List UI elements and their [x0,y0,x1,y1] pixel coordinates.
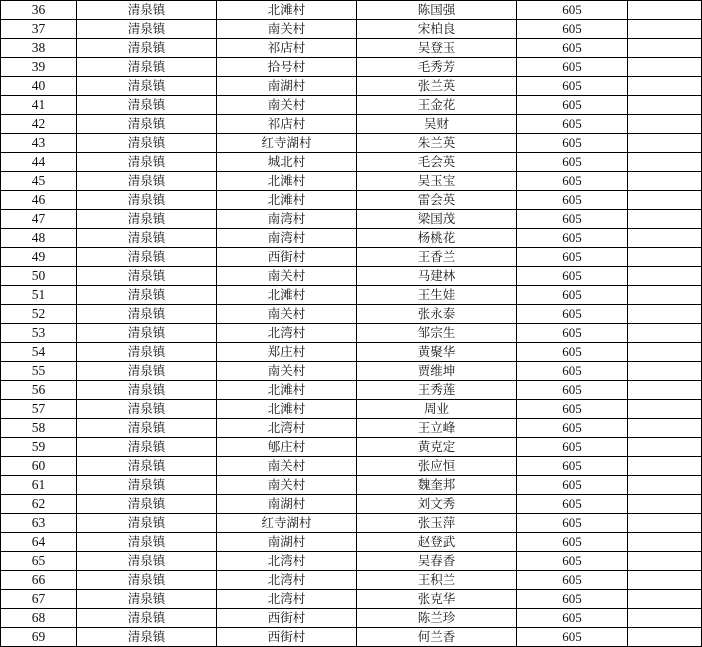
cell-town[interactable]: 清泉镇 [77,39,217,58]
cell-amount[interactable]: 605 [517,495,628,514]
cell-empty[interactable] [628,400,702,419]
cell-serial-number[interactable]: 56 [1,381,77,400]
cell-amount[interactable]: 605 [517,381,628,400]
table-row [1,115,702,134]
cell-empty[interactable] [628,381,702,400]
table-row [1,267,702,286]
cell-amount[interactable]: 605 [517,172,628,191]
cell-village[interactable]: 红寺湖村 [217,514,357,533]
cell-amount[interactable]: 605 [517,324,628,343]
cell-empty[interactable] [628,571,702,590]
cell-empty[interactable] [628,172,702,191]
cell-serial-number[interactable]: 61 [1,476,77,495]
table-row [1,134,702,153]
cell-village[interactable]: 南关村 [217,457,357,476]
cell-serial-number[interactable]: 49 [1,248,77,267]
cell-serial-number[interactable]: 40 [1,77,77,96]
table-row [1,514,702,533]
cell-town[interactable]: 清泉镇 [77,134,217,153]
cell-empty[interactable] [628,115,702,134]
cell-town[interactable]: 清泉镇 [77,495,217,514]
cell-serial-number[interactable]: 63 [1,514,77,533]
cell-town[interactable]: 清泉镇 [77,343,217,362]
cell-serial-number[interactable]: 45 [1,172,77,191]
cell-village[interactable]: 西街村 [217,248,357,267]
cell-person-name[interactable]: 周业 [357,400,517,419]
cell-town[interactable]: 清泉镇 [77,590,217,609]
cell-town[interactable]: 清泉镇 [77,210,217,229]
cell-person-name[interactable]: 王立峰 [357,419,517,438]
cell-person-name[interactable]: 何兰香 [357,628,517,647]
cell-serial-number[interactable]: 48 [1,229,77,248]
cell-person-name[interactable]: 张克华 [357,590,517,609]
table-row [1,609,702,628]
cell-town[interactable]: 清泉镇 [77,172,217,191]
table-row [1,229,702,248]
cell-town[interactable]: 清泉镇 [77,381,217,400]
cell-empty[interactable] [628,39,702,58]
cell-town[interactable]: 清泉镇 [77,457,217,476]
cell-village[interactable]: 郇庄村 [217,438,357,457]
cell-empty[interactable] [628,77,702,96]
cell-person-name[interactable]: 梁国茂 [357,210,517,229]
cell-village[interactable]: 西街村 [217,609,357,628]
cell-person-name[interactable]: 陈国强 [357,1,517,20]
table-row [1,476,702,495]
table-row [1,400,702,419]
cell-village[interactable]: 西街村 [217,628,357,647]
table-row [1,286,702,305]
cell-town[interactable]: 清泉镇 [77,77,217,96]
cell-empty[interactable] [628,267,702,286]
cell-village[interactable]: 北滩村 [217,381,357,400]
cell-serial-number[interactable]: 52 [1,305,77,324]
cell-empty[interactable] [628,457,702,476]
cell-amount[interactable]: 605 [517,476,628,495]
cell-serial-number[interactable]: 38 [1,39,77,58]
cell-village[interactable]: 南湖村 [217,495,357,514]
cell-amount[interactable]: 605 [517,343,628,362]
cell-village[interactable]: 南关村 [217,362,357,381]
cell-village[interactable]: 祁店村 [217,115,357,134]
table-row [1,1,702,20]
cell-empty[interactable] [628,362,702,381]
cell-serial-number[interactable]: 37 [1,20,77,39]
cell-empty[interactable] [628,438,702,457]
cell-empty[interactable] [628,248,702,267]
cell-person-name[interactable]: 王生娃 [357,286,517,305]
table-row [1,533,702,552]
cell-empty[interactable] [628,1,702,20]
table-row [1,343,702,362]
cell-town[interactable]: 清泉镇 [77,628,217,647]
cell-serial-number[interactable]: 44 [1,153,77,172]
cell-amount[interactable]: 605 [517,362,628,381]
cell-empty[interactable] [628,628,702,647]
cell-village[interactable]: 拾号村 [217,58,357,77]
cell-serial-number[interactable]: 64 [1,533,77,552]
cell-serial-number[interactable]: 57 [1,400,77,419]
cell-serial-number[interactable]: 39 [1,58,77,77]
table-row [1,495,702,514]
cell-village[interactable]: 北湾村 [217,324,357,343]
cell-serial-number[interactable]: 47 [1,210,77,229]
cell-town[interactable]: 清泉镇 [77,229,217,248]
cell-serial-number[interactable]: 60 [1,457,77,476]
cell-town[interactable]: 清泉镇 [77,1,217,20]
table-row [1,39,702,58]
cell-serial-number[interactable]: 68 [1,609,77,628]
cell-village[interactable]: 南关村 [217,267,357,286]
cell-person-name[interactable]: 雷会英 [357,191,517,210]
cell-empty[interactable] [628,343,702,362]
cell-person-name[interactable]: 吴登玉 [357,39,517,58]
cell-serial-number[interactable]: 51 [1,286,77,305]
cell-serial-number[interactable]: 46 [1,191,77,210]
cell-town[interactable]: 清泉镇 [77,476,217,495]
cell-amount[interactable]: 605 [517,20,628,39]
cell-person-name[interactable]: 张兰英 [357,77,517,96]
cell-empty[interactable] [628,305,702,324]
cell-village[interactable]: 城北村 [217,153,357,172]
cell-amount[interactable]: 605 [517,457,628,476]
cell-person-name[interactable]: 毛秀芳 [357,58,517,77]
cell-town[interactable]: 清泉镇 [77,552,217,571]
table-row [1,191,702,210]
cell-empty[interactable] [628,191,702,210]
cell-person-name[interactable]: 宋柏良 [357,20,517,39]
cell-serial-number[interactable]: 59 [1,438,77,457]
cell-village[interactable]: 北滩村 [217,286,357,305]
cell-village[interactable]: 南关村 [217,476,357,495]
cell-serial-number[interactable]: 53 [1,324,77,343]
cell-amount[interactable]: 605 [517,229,628,248]
cell-serial-number[interactable]: 66 [1,571,77,590]
cell-village[interactable]: 红寺湖村 [217,134,357,153]
cell-town[interactable]: 清泉镇 [77,286,217,305]
cell-person-name[interactable]: 吴玉宝 [357,172,517,191]
cell-amount[interactable]: 605 [517,115,628,134]
cell-serial-number[interactable]: 55 [1,362,77,381]
cell-village[interactable]: 北滩村 [217,191,357,210]
cell-empty[interactable] [628,286,702,305]
cell-empty[interactable] [628,96,702,115]
cell-town[interactable]: 清泉镇 [77,400,217,419]
table-row [1,628,702,647]
cell-village[interactable]: 北滩村 [217,1,357,20]
cell-empty[interactable] [628,134,702,153]
cell-village[interactable]: 北湾村 [217,590,357,609]
cell-serial-number[interactable]: 43 [1,134,77,153]
cell-empty[interactable] [628,495,702,514]
cell-amount[interactable]: 605 [517,153,628,172]
cell-amount[interactable]: 605 [517,590,628,609]
table-row [1,153,702,172]
cell-amount[interactable]: 605 [517,77,628,96]
cell-town[interactable]: 清泉镇 [77,153,217,172]
cell-empty[interactable] [628,229,702,248]
cell-town[interactable]: 清泉镇 [77,191,217,210]
cell-village[interactable]: 北湾村 [217,552,357,571]
cell-serial-number[interactable]: 41 [1,96,77,115]
table-row [1,590,702,609]
table-row [1,20,702,39]
cell-empty[interactable] [628,590,702,609]
cell-amount[interactable]: 605 [517,533,628,552]
cell-person-name[interactable]: 张玉萍 [357,514,517,533]
cell-amount[interactable]: 605 [517,571,628,590]
cell-person-name[interactable]: 黄克定 [357,438,517,457]
cell-village[interactable]: 北滩村 [217,400,357,419]
cell-town[interactable]: 清泉镇 [77,305,217,324]
cell-town[interactable]: 清泉镇 [77,96,217,115]
cell-person-name[interactable]: 赵登武 [357,533,517,552]
table-row [1,248,702,267]
cell-empty[interactable] [628,20,702,39]
cell-person-name[interactable]: 杨桃花 [357,229,517,248]
cell-person-name[interactable]: 陈兰珍 [357,609,517,628]
cell-amount[interactable]: 605 [517,438,628,457]
cell-serial-number[interactable]: 62 [1,495,77,514]
cell-empty[interactable] [628,153,702,172]
table-row [1,77,702,96]
cell-serial-number[interactable]: 65 [1,552,77,571]
table-row [1,210,702,229]
table-row [1,552,702,571]
cell-village[interactable]: 南湖村 [217,533,357,552]
cell-serial-number[interactable]: 54 [1,343,77,362]
cell-serial-number[interactable]: 50 [1,267,77,286]
cell-serial-number[interactable]: 58 [1,419,77,438]
table-row [1,362,702,381]
cell-amount[interactable]: 605 [517,305,628,324]
cell-empty[interactable] [628,419,702,438]
cell-person-name[interactable]: 王香兰 [357,248,517,267]
cell-amount[interactable]: 605 [517,191,628,210]
cell-amount[interactable]: 605 [517,134,628,153]
cell-amount[interactable]: 605 [517,267,628,286]
cell-person-name[interactable]: 黄聚华 [357,343,517,362]
cell-village[interactable]: 北滩村 [217,172,357,191]
cell-empty[interactable] [628,58,702,77]
cell-person-name[interactable]: 刘文秀 [357,495,517,514]
cell-empty[interactable] [628,210,702,229]
cell-town[interactable]: 清泉镇 [77,419,217,438]
cell-empty[interactable] [628,324,702,343]
cell-amount[interactable]: 605 [517,286,628,305]
cell-amount[interactable]: 605 [517,248,628,267]
cell-village[interactable]: 祁店村 [217,39,357,58]
cell-serial-number[interactable]: 67 [1,590,77,609]
cell-village[interactable]: 南湖村 [217,77,357,96]
table-row [1,305,702,324]
cell-empty[interactable] [628,514,702,533]
cell-town[interactable]: 清泉镇 [77,362,217,381]
cell-amount[interactable]: 605 [517,96,628,115]
cell-person-name[interactable]: 马建林 [357,267,517,286]
cell-serial-number[interactable]: 42 [1,115,77,134]
cell-amount[interactable]: 605 [517,419,628,438]
cell-town[interactable]: 清泉镇 [77,20,217,39]
cell-amount[interactable]: 605 [517,552,628,571]
cell-person-name[interactable]: 贾维坤 [357,362,517,381]
cell-person-name[interactable]: 魏奎邦 [357,476,517,495]
cell-town[interactable]: 清泉镇 [77,267,217,286]
cell-village[interactable]: 南关村 [217,305,357,324]
cell-person-name[interactable]: 王金花 [357,96,517,115]
cell-person-name[interactable]: 毛会英 [357,153,517,172]
cell-town[interactable]: 清泉镇 [77,248,217,267]
table-body [1,1,702,647]
table-row [1,419,702,438]
cell-amount[interactable]: 605 [517,628,628,647]
cell-person-name[interactable]: 邹宗生 [357,324,517,343]
table-row [1,324,702,343]
cell-town[interactable]: 清泉镇 [77,514,217,533]
table-row [1,172,702,191]
cell-town[interactable]: 清泉镇 [77,571,217,590]
cell-village[interactable]: 南湾村 [217,210,357,229]
cell-empty[interactable] [628,533,702,552]
cell-amount[interactable]: 605 [517,1,628,20]
cell-town[interactable]: 清泉镇 [77,533,217,552]
cell-town[interactable]: 清泉镇 [77,324,217,343]
cell-town[interactable]: 清泉镇 [77,58,217,77]
cell-empty[interactable] [628,552,702,571]
cell-serial-number[interactable]: 36 [1,1,77,20]
table-row [1,438,702,457]
cell-amount[interactable]: 605 [517,400,628,419]
cell-person-name[interactable]: 张永泰 [357,305,517,324]
table-row [1,457,702,476]
cell-amount[interactable]: 605 [517,210,628,229]
cell-village[interactable]: 南湾村 [217,229,357,248]
table-row [1,571,702,590]
table-row [1,58,702,77]
cell-person-name[interactable]: 王积兰 [357,571,517,590]
cell-person-name[interactable]: 朱兰英 [357,134,517,153]
cell-town[interactable]: 清泉镇 [77,438,217,457]
cell-amount[interactable]: 605 [517,58,628,77]
cell-village[interactable]: 南关村 [217,96,357,115]
cell-person-name[interactable]: 王秀莲 [357,381,517,400]
cell-town[interactable]: 清泉镇 [77,609,217,628]
cell-village[interactable]: 北湾村 [217,571,357,590]
cell-amount[interactable]: 605 [517,514,628,533]
cell-empty[interactable] [628,476,702,495]
cell-amount[interactable]: 605 [517,39,628,58]
cell-empty[interactable] [628,609,702,628]
cell-person-name[interactable]: 吴春香 [357,552,517,571]
cell-village[interactable]: 南关村 [217,20,357,39]
cell-town[interactable]: 清泉镇 [77,115,217,134]
cell-person-name[interactable]: 张应恒 [357,457,517,476]
cell-person-name[interactable]: 吴财 [357,115,517,134]
table-row [1,96,702,115]
cell-serial-number[interactable]: 69 [1,628,77,647]
cell-village[interactable]: 北湾村 [217,419,357,438]
cell-village[interactable]: 郑庄村 [217,343,357,362]
cell-amount[interactable]: 605 [517,609,628,628]
table-row [1,381,702,400]
